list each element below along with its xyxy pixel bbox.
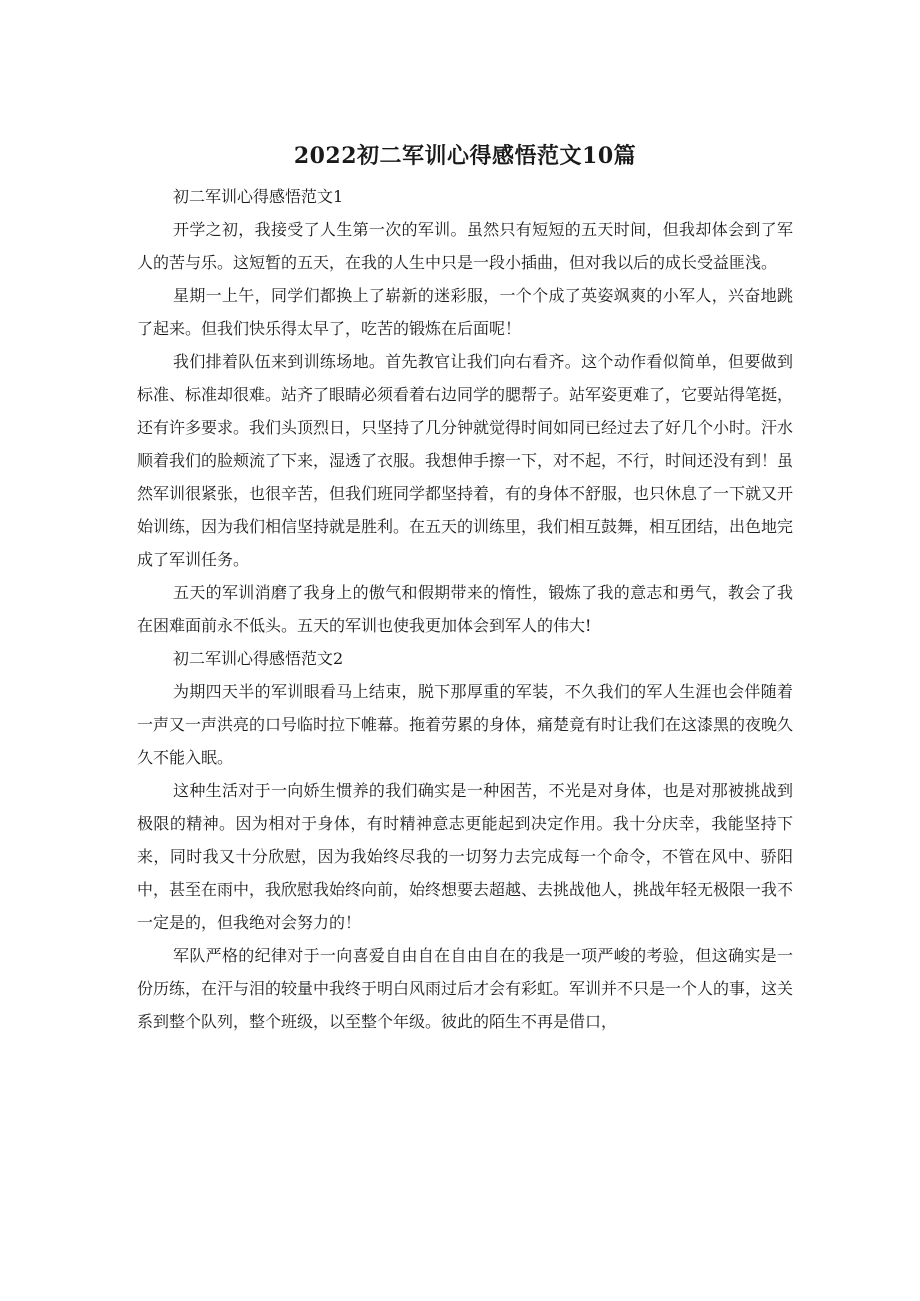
paragraph: 军队严格的纪律对于一向喜爱自由自在自由自在的我是一项严峻的考验，但这确实是一份历练，在汗与泪的较量中我终于明白风雨过后才会有彩虹。军训并不只是一个人的事，这关系到整个队列，整个班级，以至整个年级。彼此的陌生不再是借口，	[137, 946, 794, 1031]
paragraph: 这种生活对于一向娇生惯养的我们确实是一种困苦，不光是对身体，也是对那被挑战到极限的精神。因为相对于身体，有时精神意志更能起到决定作用。我十分庆幸，我能坚持下来，同时我又十分欣慰，因为我始终尽我的一切努力去完成每一个命令，不管在风中、骄阳中，甚至在雨中，我欣慰我始终向前，始终想要去超越、去挑战他人，挑战年轻无极限一我不一定是的，但我绝对会努力的！	[137, 781, 794, 932]
section-2	[137, 642, 793, 1038]
section-heading: 初二军训心得感悟范文1	[173, 187, 344, 206]
section-1	[137, 180, 793, 642]
paragraph: 五天的军训消磨了我身上的傲气和假期带来的惰性，锻炼了我的意志和勇气，教会了我在困难面前永不低头。五天的军训也使我更加体会到军人的伟大!	[137, 583, 793, 635]
document-title: 2022初二军训心得感悟范文10篇	[293, 143, 637, 169]
paragraph: 为期四天半的军训眼看马上结束，脱下那厚重的军装，不久我们的军人生涯也会伴随着一声又一声洪亮的口号临时拉下帷幕。拖着劳累的身体，痛楚竟有时让我们在这漆黑的夜晚久久不能入眠。	[137, 682, 794, 767]
section-heading: 初二军训心得感悟范文2	[173, 649, 344, 668]
paragraph: 星期一上午，同学们都换上了崭新的迷彩服，一个个成了英姿飒爽的小军人，兴奋地跳了起来。但我们快乐得太早了，吃苦的锻炼在后面呢！	[137, 286, 793, 338]
paragraph: 我们排着队伍来到训练场地。首先教官让我们向右看齐。这个动作看似简单，但要做到标准、标准却很难。站齐了眼睛必须看着右边同学的腮帮子。站军姿更难了，它要站得笔挺，还有许多要求。我们头顶烈日，只坚持了几分钟就觉得时间如同已经过去了好几个小时。汗水顺着我们的脸颊流了下来，湿透了衣服。我想伸手擦一下，对不起，不行，时间还没有到！虽然军训很紧张，也很辛苦，但我们班同学都坚持着，有的身体不舒服，也只休息了一下就又开始训练，因为我们相信坚持就是胜利。在五天的训练里，我们相互鼓舞，相互团结，出色地完成了军训任务。	[137, 352, 794, 569]
document-page	[137, 138, 793, 1038]
paragraph: 开学之初，我接受了人生第一次的军训。虽然只有短短的五天时间，但我却体会到了军人的苦与乐。这短暂的五天，在我的人生中只是一段小插曲，但对我以后的成长受益匪浅。	[137, 220, 793, 272]
